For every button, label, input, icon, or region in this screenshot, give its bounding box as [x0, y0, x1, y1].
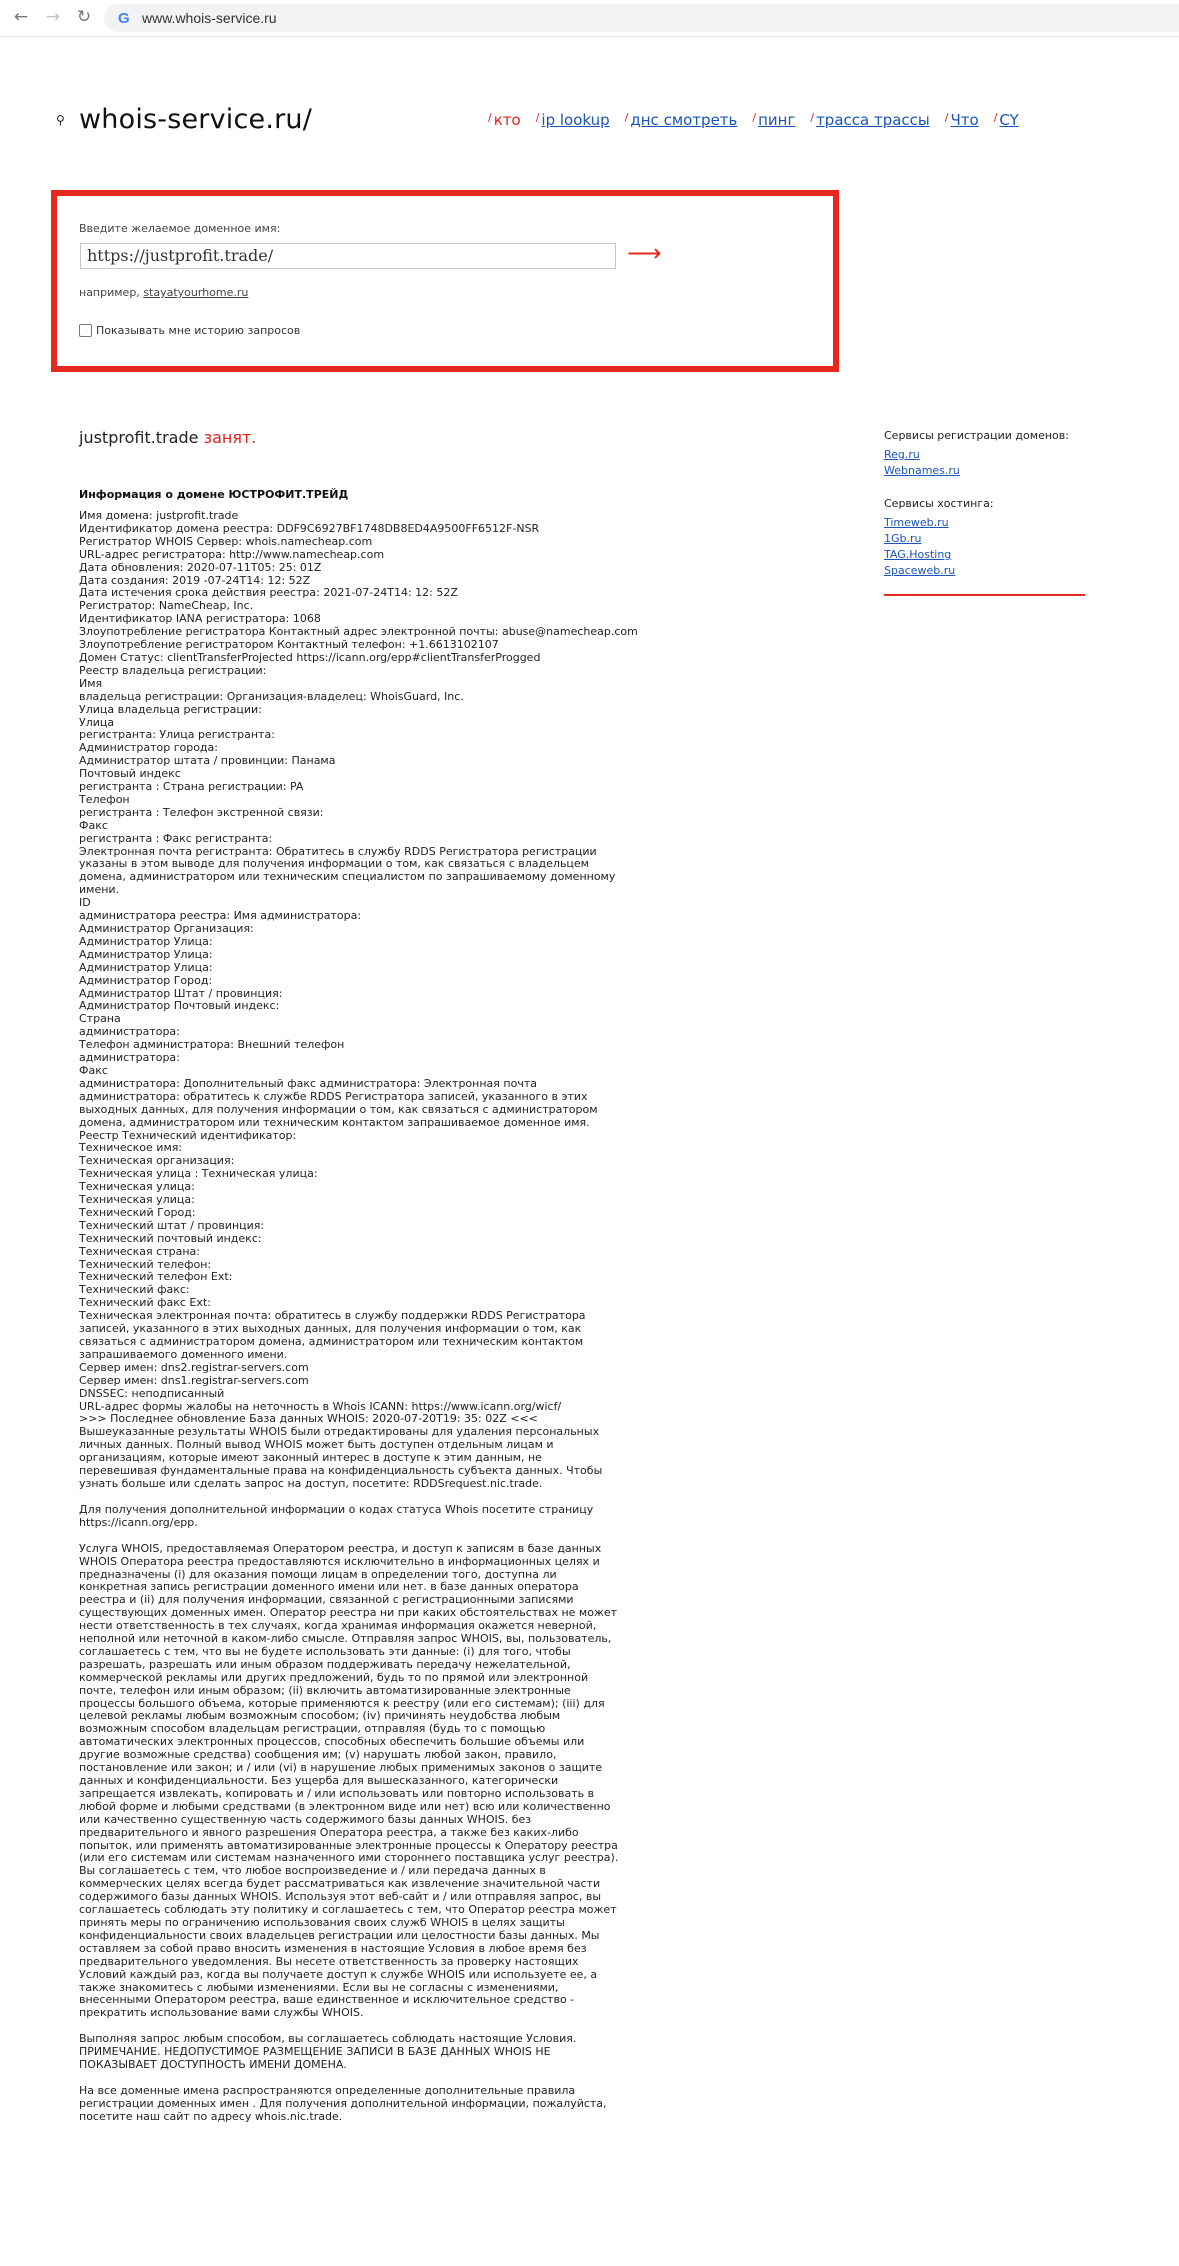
info-title: Информация о домене ЮСТРОФИТ.ТРЕЙД [79, 488, 349, 501]
whois-line: Идентификатор IANA регистратора: 1068 [79, 612, 321, 626]
whois-line: Техническая улица : Техническая улица: [79, 1167, 318, 1181]
whois-line: URL-адрес регистратора: http://www.namecheap.com [79, 547, 385, 561]
nav-item-cy[interactable]: / CY [993, 111, 1019, 129]
whois-line: Технический телефон Ext: [79, 1270, 233, 1284]
whois-output [79, 509, 638, 2124]
whois-line: Администратор Улица: [79, 960, 213, 974]
whois-line: Администратор Город: [79, 973, 213, 987]
domain-status [79, 428, 256, 447]
whois-paragraph: Для получения дополнительной информации о кодах статуса Whois посетите страницу https://icann.org/epp. [79, 1502, 594, 1529]
whois-line: Администратор Улица: [79, 947, 213, 961]
reload-icon[interactable]: ↻ [76, 7, 92, 27]
whois-line: Имя [79, 676, 103, 690]
status-badge: занят. [203, 428, 257, 447]
sidebar-title-hosting: Сервисы хостинга: [884, 497, 994, 510]
history-option[interactable] [79, 324, 300, 337]
back-arrow-icon[interactable]: ← [13, 7, 29, 27]
whois-line: Администратор Штат / провинция: [79, 986, 283, 1000]
whois-line: Идентификатор домена реестра: DDF9C6927BF1748DB8ED4A9500FF6512F-NSR [79, 521, 540, 535]
whois-line: Технический факс: [79, 1283, 190, 1297]
whois-line: Техническое имя: [79, 1141, 183, 1155]
example-prefix: например, [79, 286, 140, 299]
whois-paragraph: Выполняя запрос любым способом, вы соглашаетесь соблюдать настоящие Условия. ПРИМЕЧАНИЕ. НЕДОПУСТИМОЕ РАЗМЕЩЕНИЕ ЗАПИСИ В БАЗЕ ДАННЫХ WHOIS НЕ ПОКАЗЫВАЕТ ДОСТУПНОСТЬ ИМЕНИ ДОМЕНА. [79, 2032, 577, 2072]
sidebar-title-registration: Сервисы регистрации доменов: [884, 429, 1069, 442]
nav-item-who[interactable]: / кто [488, 111, 521, 129]
whois-line: Факс [79, 818, 108, 832]
whois-line: Сервер имен: dns1.registrar-servers.com [79, 1373, 309, 1387]
whois-paragraph: администратора: Дополнительный факс администратора: Электронная почта администратора: обратитесь к службе RDDS Регистратора записей, указанного в этих выходных данных, для получения информации о том, как связаться с администратором домена, администратором или техническим контактом запрашиваемое доменное имя. [79, 1076, 598, 1129]
whois-paragraph: На все доменные имена распространяются определенные дополнительные правила регистрации доменных имен . Для получения дополнительной информации, пожалуйста, посетите наш сайт по адресу whois.nic.trade. [79, 2083, 607, 2123]
whois-line: URL-адрес формы жалобы на неточность в Whois ICANN: https://www.icann.org/wicf/ [79, 1399, 562, 1413]
sidebar [884, 429, 1089, 579]
whois-line: Злоупотребление регистратором Контактный телефон: +1.6613102107 [79, 638, 499, 652]
whois-line: администратора: [79, 1025, 180, 1039]
address-bar[interactable] [104, 4, 1179, 32]
whois-line: Администратор Улица: [79, 934, 213, 948]
google-icon: G [118, 10, 130, 27]
whois-line: администратора реестра: Имя администратора: [79, 909, 362, 923]
domain-search-form [51, 190, 839, 372]
sidebar-link[interactable]: Timeweb.ru [884, 516, 949, 529]
nav-item-ip-lookup[interactable]: / ip lookup [535, 111, 610, 129]
whois-line: Телефон администратора: Внешний телефон [79, 1038, 345, 1052]
domain-input[interactable]: https://justprofit.trade/ [80, 243, 616, 269]
whois-line: Страна [79, 1012, 121, 1026]
key-icon: ⚲ [56, 113, 65, 127]
whois-line: Регистратор: NameCheap, Inc. [79, 599, 254, 613]
whois-paragraph: Электронная почта регистранта: Обратитесь в службу RDDS Регистратора регистрации указаны в этом выводе для получения информации о том, как связаться с владельцем домена, администратором или техническим специалистом по запрашиваемому доменному имени. [79, 844, 616, 897]
whois-line: Администратор штата / провинции: Панама [79, 754, 336, 768]
whois-line: DNSSEC: неподписанный [79, 1386, 225, 1400]
whois-line: ID [79, 896, 91, 910]
whois-line: регистранта : Телефон экстренной связи: [79, 805, 324, 819]
whois-line: администратора: [79, 1051, 180, 1065]
whois-line: регистранта : Факс регистранта: [79, 831, 273, 845]
top-nav [488, 111, 1034, 129]
whois-line: Техническая улица: [79, 1180, 195, 1194]
whois-line: Техническая организация: [79, 1154, 235, 1168]
forward-arrow-icon[interactable]: → [45, 7, 61, 27]
whois-line: Администратор города: [79, 741, 218, 755]
result-domain: justprofit.trade [79, 428, 199, 447]
sidebar-link[interactable]: 1Gb.ru [884, 532, 922, 545]
whois-line: Улица [79, 715, 115, 729]
whois-line: Почтовый индекс [79, 767, 181, 781]
whois-paragraph: Техническая электронная почта: обратитесь в службу поддержки RDDS Регистратора записей, указанного в этих выходных данных, для получения информации о том, как связаться с администратором домена, администратором или техническим контактом запрашиваемого доменного имени. [79, 1309, 586, 1361]
sidebar-divider [884, 594, 1085, 596]
browser-toolbar [0, 0, 1179, 37]
domain-prompt-label: Введите желаемое доменное имя: [79, 222, 281, 235]
sidebar-link[interactable]: Spaceweb.ru [884, 564, 956, 577]
whois-line: Администратор Почтовый индекс: [79, 999, 280, 1013]
whois-line: >>> Последнее обновление База данных WHOIS: 2020-07-20T19: 35: 02Z <<< [79, 1412, 538, 1426]
example-hint [79, 286, 248, 299]
whois-line: Технический телефон: [79, 1257, 212, 1271]
whois-line: Дата обновления: 2020-07-11T05: 25: 01Z [79, 560, 322, 574]
whois-line: Дата истечения срока действия реестра: 2021-07-24T14: 12: 52Z [79, 586, 458, 600]
sidebar-link[interactable]: Reg.ru [884, 448, 920, 461]
whois-line: регистранта: Улица регистранта: [79, 728, 275, 742]
whois-line: Злоупотребление регистратора Контактный адрес электронной почты: abuse@namecheap.com [79, 625, 638, 639]
whois-line: Технический Город: [79, 1205, 196, 1219]
right-arrow-icon[interactable]: ⟶ [627, 239, 662, 267]
logo-text[interactable]: whois-service.ru/ [79, 104, 313, 135]
whois-line: Техническая улица: [79, 1193, 195, 1207]
example-link[interactable]: stayatyourhome.ru [143, 286, 249, 299]
nav-item-traceroute[interactable]: / трасса трассы [810, 111, 930, 129]
whois-line: Имя домена: justprofit.trade [79, 509, 239, 522]
whois-line: Технический факс Ext: [79, 1296, 211, 1310]
history-checkbox[interactable] [79, 324, 92, 337]
whois-line: Техническая страна: [79, 1244, 200, 1258]
whois-line: владельца регистрации: Организация-владелец: WhoisGuard, Inc. [79, 689, 464, 703]
whois-line: Реестр Технический идентификатор: [79, 1128, 297, 1142]
whois-line: Улица владельца регистрации: [79, 702, 262, 716]
whois-paragraph: Услуга WHOIS, предоставляемая Оператором реестра, и доступ к записям в базе данных WHOIS Оператора реестра предоставляются исключительно в информационных целях и предназначены (i) для оказания помощи лицам в определении того, доступна ли конкретная запись регистрации доменного имени или нет. в базе данных оператора реестра и (ii) для получения информации, связанной с регистрационными записями существующих доменных имен. Оператор реестра ни при каких обстоятельствах не может нести ответственность в тех случаях, когда хранимая информация окажется неверной, неполной или неточной в каком-либо смысле. Отправляя запрос WHOIS, вы, пользователь, соглашаетесь с тем, что вы не будете использовать эти данные: (i) для того, чтобы разрешать, разрешать или иным образом поддерживать передачу нежелательной, коммерческой рекламы или других предложений, будь то по прямой или электронной почте, телефон или иным образом; (ii) включить автоматизированные электронные процессы большого объема, которые применяются к реестру (или его системам); (iii) для целевой рекламы любым возможным способом; (iv) причинять неудобства любым возможным способом владельцам регистрации, отправляя (будь то с помощью автоматических электронных процессов, способных обеспечить большие объемы или другие возможные средства) сообщения им; (v) нарушать любой закон, правило, постановление или закон; и / или (vi) в нарушение любых применимых законов о защите данных и конфиденциальности. Без ущерба для вышесказанного, категорически запрещается извлекать, копировать и / или использовать или повторно использовать в любой форме и любыми средствами (в электронном виде или нет) всю или количественно или качественно существенную часть содержимого базы данных WHOIS. без предварительного и явного разрешения Оператора реестра, а также без каких-либо попыток, или применять автоматизированные электронные процессы к Оператору реестра (или его системам или системам назначенного ими стороннего поставщика услуг реестра). Вы соглашаетесь с тем, что любое воспроизведение и / или передача данных в коммерческих целях всегда будет рассматриваться как извлечение значительной части содержимого базы данных WHOIS. Используя этот веб-сайт и / или отправляя запрос, вы соглашаетесь соблюдать эту политику и соглашаетесь с тем, что Оператор реестра может принять меры по ограничению использования своих служб WHOIS в целях защиты конфиденциальности своих владельцев регистрации или целостности базы данных. Мы оставляем за собой право вносить изменения в настоящие Условия в любое время без предварительного уведомления. Вы несете ответственность за проверку настоящих Условий каждый раз, когда вы получаете доступ к службе WHOIS или используете ее, а также знакомитесь с любыми изменениями. Если вы не согласны с изменениями, внесенными Оператором реестра, ваше единственное и исключительное средство - прекратить использование вами службы WHOIS. [79, 1541, 619, 2020]
whois-line: Факс [79, 1063, 108, 1077]
nav-item-what[interactable]: / Что [944, 111, 979, 129]
whois-paragraph: Вышеуказанные результаты WHOIS были отредактированы для удаления персональных личных данных. Полный вывод WHOIS может быть доступен отдельным лицам и организациям, которые имеют законный интерес в доступе к этим данным, не перевешивая фундаментальные права на конфиденциальность субъекта данных. Чтобы узнать больше или сделать запрос на доступ, посетите: RDDSrequest.nic.trade. [79, 1425, 603, 1490]
whois-line: Телефон [79, 792, 130, 806]
nav-item-ping[interactable]: / пинг [752, 111, 796, 129]
whois-line: Домен Статус: clientTransferProjected https://icann.org/epp#clientTransferProgged [79, 650, 541, 664]
whois-line: регистранта : Страна регистрации: PA [79, 780, 304, 794]
whois-line: Сервер имен: dns2.registrar-servers.com [79, 1360, 309, 1374]
sidebar-link[interactable]: Webnames.ru [884, 464, 960, 477]
whois-line: Технический почтовый индекс: [79, 1231, 262, 1245]
sidebar-link[interactable]: TAG.Hosting [884, 548, 952, 561]
whois-line: Администратор Организация: [79, 922, 254, 935]
nav-item-dns[interactable]: / днс смотреть [624, 111, 738, 129]
history-label[interactable]: Показывать мне историю запросов [96, 324, 301, 337]
whois-line: Технический штат / провинция: [79, 1218, 265, 1232]
whois-line: Реестр владельца регистрации: [79, 663, 267, 677]
url-text[interactable]: www.whois-service.ru [142, 10, 277, 26]
whois-line: Регистратор WHOIS Сервер: whois.namecheap.com [79, 534, 373, 548]
whois-line: Дата создания: 2019 -07-24T14: 12: 52Z [79, 573, 311, 587]
